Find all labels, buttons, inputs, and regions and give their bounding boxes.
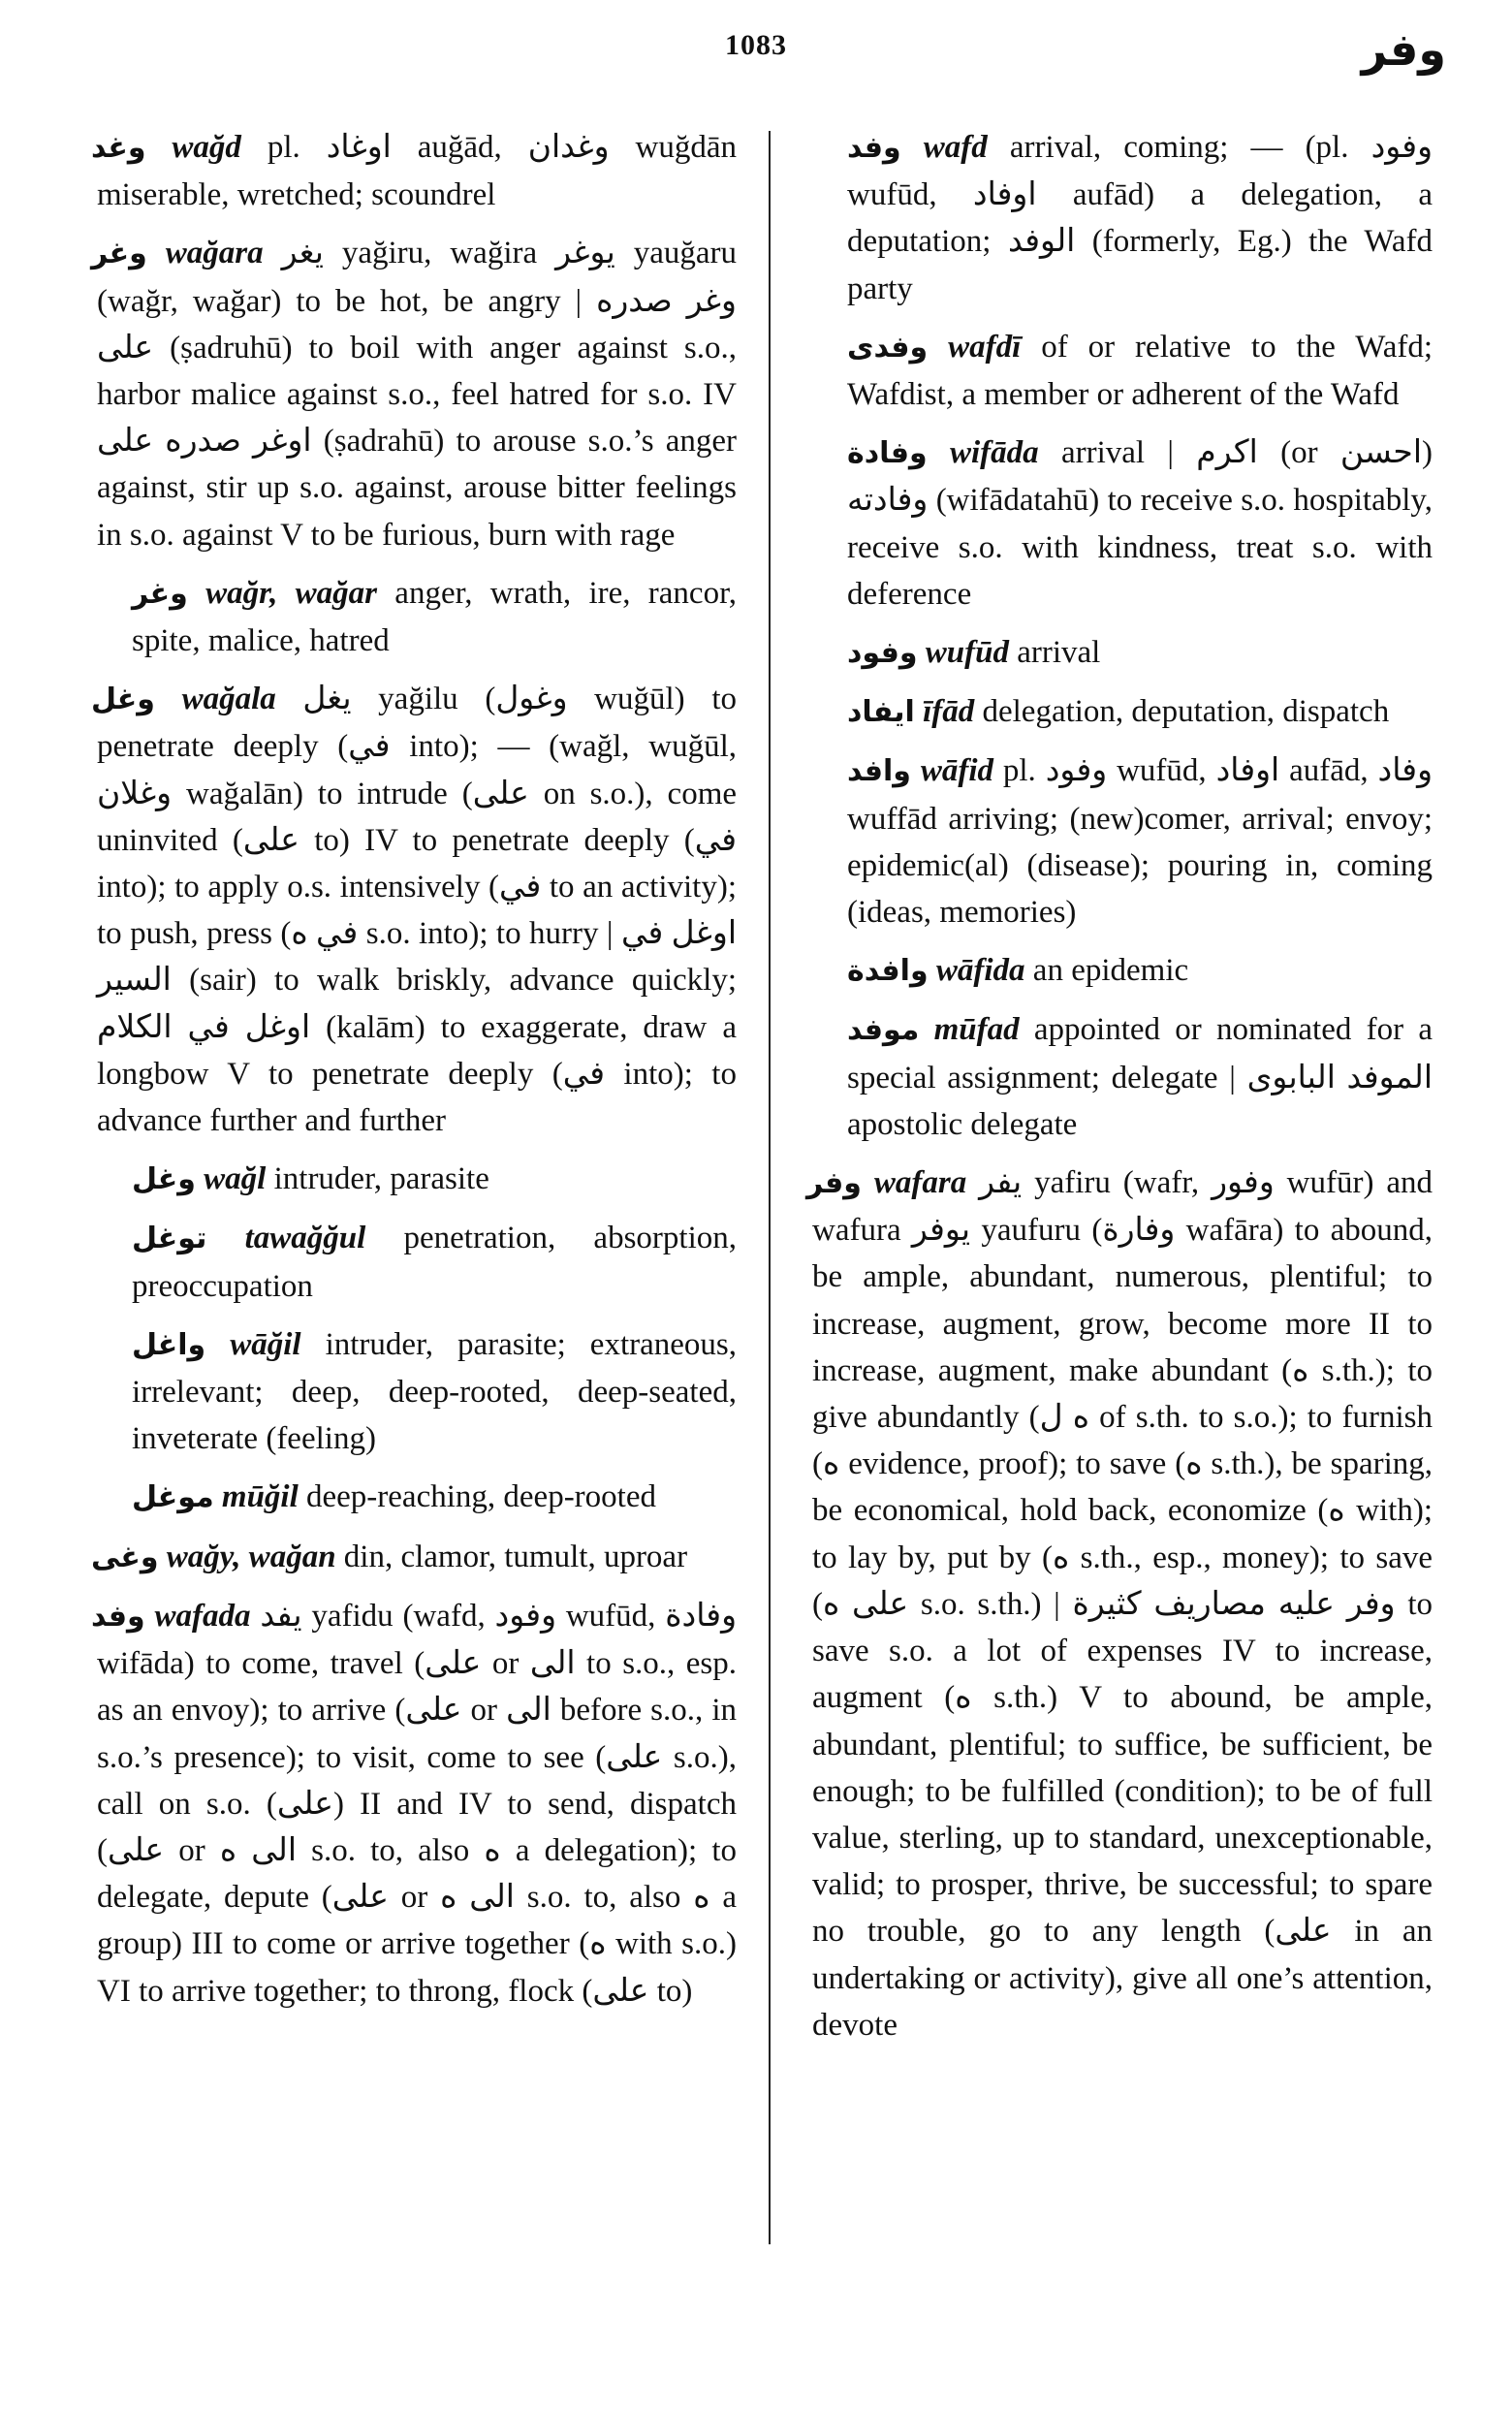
entry-definition: intruder, parasite <box>273 1161 489 1197</box>
dictionary-entry <box>812 429 1433 618</box>
entry-transliteration: wifāda <box>949 435 1039 471</box>
entry-arabic-headword: وفدى <box>847 330 929 365</box>
entry-transliteration: mūfad <box>933 1012 1020 1048</box>
dictionary-entry <box>812 1006 1433 1148</box>
entry-definition: an epidemic <box>1032 953 1189 989</box>
entry-definition: intruder, parasite; extraneous, irrelevant; deep, deep-rooted, deep-seated, inveterate (feeling) <box>132 1326 737 1457</box>
entry-arabic-headword: وفد <box>847 131 901 165</box>
entry-definition: appointed or nominated for a special assignment; delegate | الموفد البابوى apostolic delegate <box>847 1012 1433 1142</box>
running-headword: وفر <box>1361 23 1446 76</box>
entry-transliteration: wafara <box>873 1165 967 1201</box>
entry-definition: يغر yağiru, wağira يوغر yauğaru (wağr, wağar) to be hot, be angry | وغر صدره على (ṣadruhū) to boil with anger against s.o., harbor malice against s.o., feel hatred for s.o. IV اوغر صدره على (ṣadrahū) to arouse s.o.’s anger against, stir up s.o. against, arouse bitter feelings in s.o. against V to be furious, burn with rage <box>97 236 738 553</box>
entry-definition: يفر yafiru (wafr, وفور wufūr) and wafura يوفر yaufuru (وفارة wafāra) to abound, be ample, abundant, numerous, plentiful; to increase, augment, grow, become more II to increase, augment, make abundant (ه s.th.); to give abundantly (ه ل of s.th. to s.o.); to furnish (ه evidence, proof); to save (ه s.th.), be sparing, be economical, hold back, economize (ه with); to lay by, put by (ه s.th., esp., money); to save (على ه s.o. s.th.) | وفر عليه مصاريف كثيرة to save s.o. a lot of expenses IV to increase, augment (ه s.th.) V to abound, be ample, abundant, plentiful; to suffice, be sufficient, be enough; to be fulfilled (condition); to be of full value, sterling, up to standard, unexceptionable, valid; to prosper, thrive, be successful; to spare no trouble, go to any length (على in an undertaking or activity), give all one’s attention, devote <box>812 1165 1433 2043</box>
entry-definition: يفد yafidu (wafd, وفود wufūd, وفادة wifāda) to come, travel (على or الى to s.o., esp. as an envoy); to arrive (على or الى before s.o., in s.o.’s presence); to visit, come to see (على s.o.), call on s.o. (على) II and IV to send, dispatch (على or الى ه s.o. to, also ه a delegation); to delegate, depute (على or الى ه s.o. to, also ه a group) III to come or arrive together (ه with s.o.) VI to arrive together; to throng, flock (على to) <box>97 1598 738 2009</box>
entry-transliteration: wufūd <box>925 635 1009 671</box>
dictionary-entry <box>812 629 1433 677</box>
entry-transliteration: wafdī <box>948 329 1022 365</box>
dictionary-entry <box>91 230 738 557</box>
entry-arabic-headword: وغد <box>91 131 146 165</box>
entry-definition: يغل yağilu (وغول wuğūl) to penetrate deeply (في into); — (wağl, wuğūl, وغلان wağalān) to intrude (على on s.o.), come uninvited (على to) IV to penetrate deeply (في into); to apply o.s. intensively (في to an activity); to push, press (في ه s.o. into); to hurry | اوغل في السير (sair) to walk briskly, advance quickly; اوغل في الكلام (kalām) to exaggerate, draw a longbow V to penetrate deeply (في into); to advance further and further <box>97 682 738 1139</box>
entry-transliteration: wağala <box>181 682 276 717</box>
dictionary-entry <box>97 1474 737 1521</box>
dictionary-entry <box>806 1159 1433 2048</box>
dictionary-entry <box>812 747 1433 936</box>
entry-arabic-headword: وغل <box>132 1162 196 1197</box>
entry-arabic-headword: وافد <box>847 754 911 789</box>
entry-arabic-headword: وغر <box>132 576 188 611</box>
entry-arabic-headword: وفر <box>806 1166 862 1201</box>
entry-arabic-headword: وغر <box>91 237 147 271</box>
entry-transliteration: wağara <box>165 236 264 271</box>
entry-arabic-headword: توغل <box>132 1222 207 1256</box>
entry-transliteration: wağd <box>172 130 241 165</box>
dictionary-entry <box>91 1534 737 1581</box>
dictionary-entry <box>97 1156 737 1203</box>
entry-transliteration: wāfid <box>920 753 993 789</box>
entry-arabic-headword: وغل <box>91 683 155 717</box>
entry-transliteration: wāğil <box>230 1326 301 1362</box>
entry-definition: deep-reaching, deep-rooted <box>306 1479 656 1515</box>
entry-arabic-headword: موفد <box>847 1013 920 1048</box>
entry-transliteration: wağl <box>204 1161 267 1197</box>
dictionary-entry <box>91 124 738 218</box>
entry-transliteration: wāfida <box>935 953 1025 989</box>
dictionary-entry <box>97 570 737 664</box>
entry-definition: pl. اوغاد auğād, وغدان wuğdān miserable, wretched; scoundrel <box>97 130 738 213</box>
entry-definition: arrival | اكرم (or احسن) وفادته (wifādatahū) to receive s.o. hospitably, receive s.o. with kindness, treat s.o. with deference <box>847 435 1433 612</box>
entry-arabic-headword: وافدة <box>847 954 929 989</box>
entry-definition: penetration, absorption, preoccupation <box>132 1221 737 1304</box>
dictionary-entry <box>812 124 1433 312</box>
dictionary-entry <box>91 1593 738 2015</box>
entry-arabic-headword: وفادة <box>847 436 928 471</box>
dictionary-entry <box>812 324 1433 418</box>
entry-transliteration: wafd <box>923 130 988 165</box>
entry-definition: pl. وفود wufūd, اوفاد aufād, وفاد wuffād arriving; (new)comer, arrival; envoy; epidemic(al) (disease); pouring in, coming (ideas, memories) <box>847 753 1433 931</box>
right-column <box>806 124 1433 2060</box>
entry-arabic-headword: وغى <box>91 1540 159 1574</box>
entry-transliteration: mūğil <box>221 1479 299 1515</box>
entry-transliteration: wafada <box>154 1598 251 1634</box>
dictionary-entry <box>97 1321 737 1463</box>
entry-transliteration: wağr, wağar <box>205 575 378 611</box>
entry-arabic-headword: موغل <box>132 1480 214 1515</box>
entry-definition: arrival, coming; — (pl. وفود wufūd, اوفاد aufād) a delegation, a deputation; الوفد (formerly, Eg.) the Wafd party <box>847 130 1433 306</box>
page-number: 1083 <box>725 29 787 61</box>
entry-definition: din, clamor, tumult, uproar <box>343 1539 688 1574</box>
left-column <box>91 124 738 2026</box>
entry-transliteration: tawağğul <box>244 1221 366 1256</box>
entry-arabic-headword: وفود <box>847 636 918 671</box>
dictionary-entry <box>812 947 1433 995</box>
dictionary-entry <box>91 676 738 1144</box>
dictionary-entry <box>97 1215 737 1309</box>
entry-definition: arrival <box>1017 635 1101 671</box>
entry-arabic-headword: ايفاد <box>847 695 915 730</box>
entry-definition: of or relative to the Wafd; Wafdist, a member or adherent of the Wafd <box>847 329 1433 413</box>
entry-transliteration: wağy, wağan <box>166 1539 336 1574</box>
entry-transliteration: īfād <box>923 694 975 730</box>
dictionary-entry <box>812 688 1433 736</box>
entry-arabic-headword: وفد <box>91 1599 145 1634</box>
column-divider <box>769 131 771 2244</box>
entry-arabic-headword: واغل <box>132 1327 206 1362</box>
entry-definition: anger, wrath, ire, rancor, spite, malice, hatred <box>132 575 737 659</box>
entry-definition: delegation, deputation, dispatch <box>982 694 1390 730</box>
